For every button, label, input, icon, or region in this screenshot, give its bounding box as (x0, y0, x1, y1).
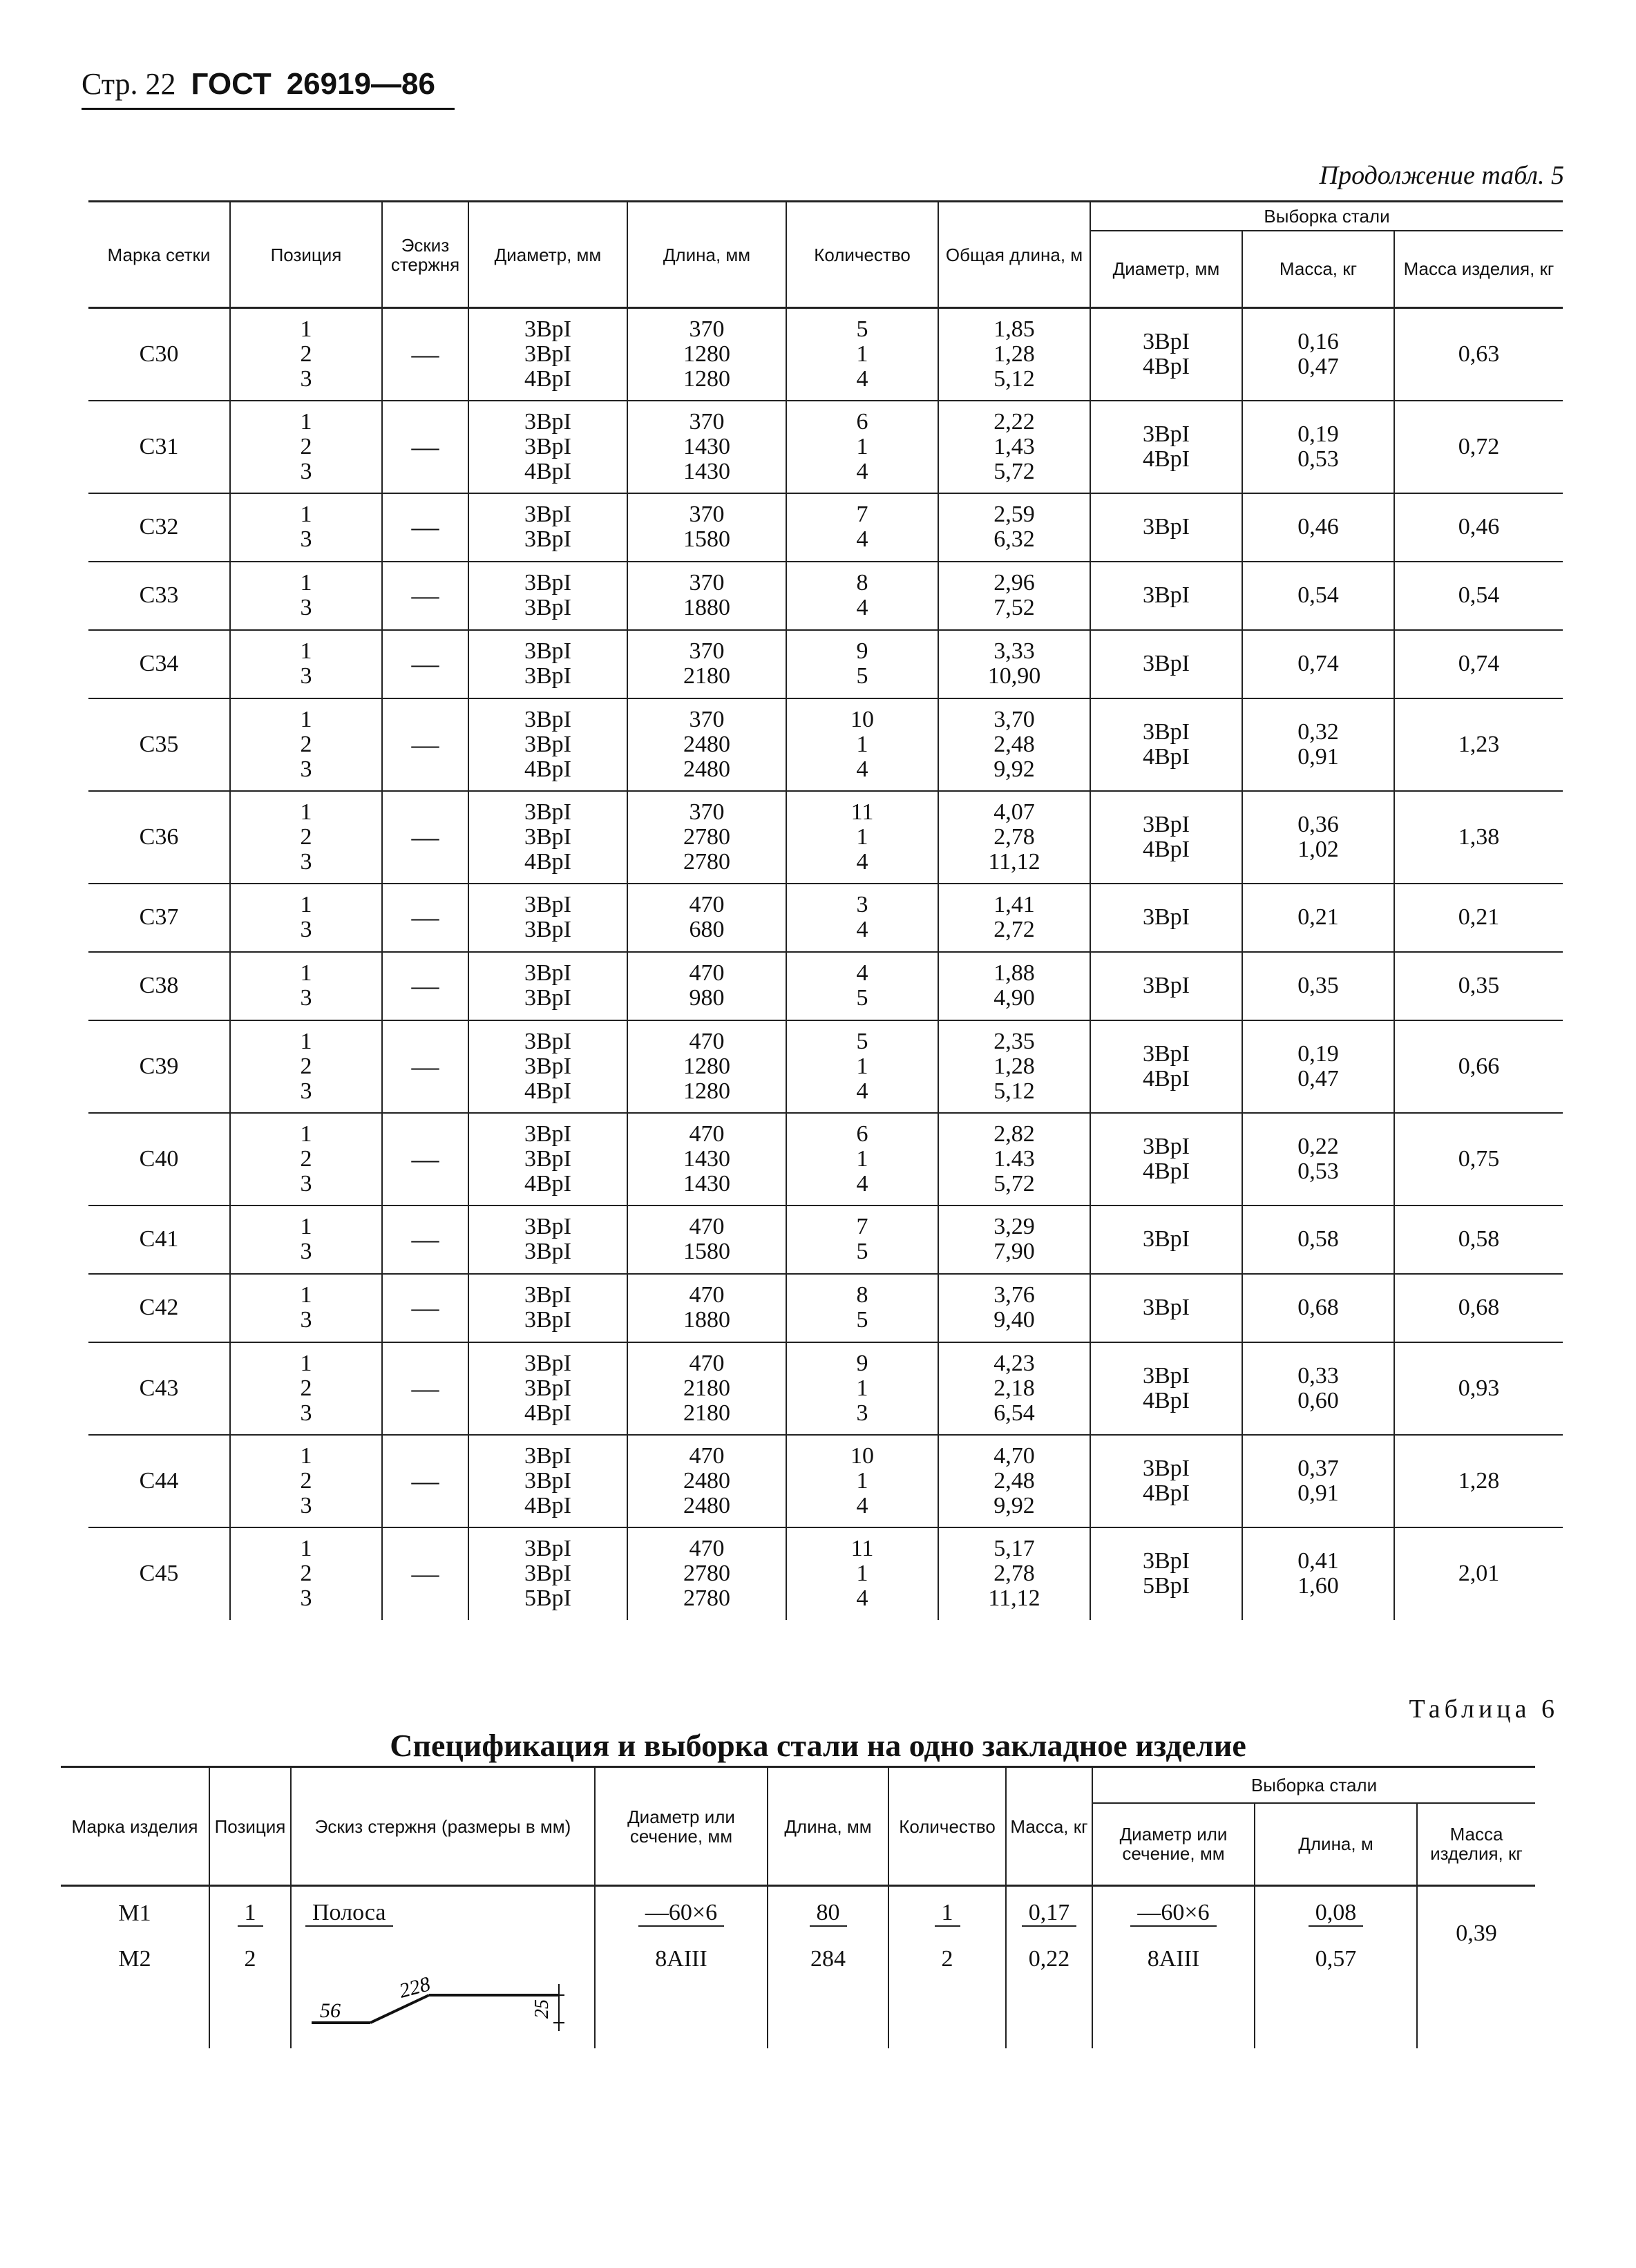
cell-total: 4,70 2,48 9,92 (938, 1435, 1090, 1527)
cell-sel-mass: 0,46 (1242, 493, 1394, 562)
cell-sel-diam: 3ВрI 5ВрI (1090, 1527, 1242, 1620)
cell-pos: 1 3 (230, 884, 382, 952)
cell-total: 1,85 1,28 5,12 (938, 308, 1090, 401)
page-number: Стр. 22 (82, 67, 176, 101)
col-prod-mass: Масса изделия, кг (1394, 231, 1563, 308)
cell-sel-diam: 3ВрI 4ВрI (1090, 1342, 1242, 1435)
table-row (88, 1342, 1563, 1435)
cell-sketch (291, 1941, 595, 2048)
cell-sel-mass: 0,58 (1242, 1206, 1394, 1274)
cell-len: 370 2480 2480 (627, 698, 786, 791)
col-selection: Выборка стали (1090, 202, 1563, 231)
cell-mark: С45 (88, 1527, 230, 1620)
cell-pos: 1 2 3 (230, 1435, 382, 1527)
cell-diam: 3ВрI 3ВрI (468, 884, 627, 952)
dim-c: 25 (531, 1999, 553, 2019)
cell-diam: 3ВрI 3ВрI (468, 562, 627, 630)
cell-len (768, 1886, 888, 1941)
cell-pos: 1 2 3 (230, 308, 382, 401)
cell-prod-mass: 0,68 (1394, 1274, 1563, 1342)
cell-prod-mass: 0,46 (1394, 493, 1563, 562)
cell-sel-diam: 3ВрI (1090, 884, 1242, 952)
cell-total: 2,82 1.43 5,72 (938, 1113, 1090, 1206)
cell-sketch: — (382, 1527, 468, 1620)
cell-len: 370 1580 (627, 493, 786, 562)
cell-prod-mass: 0,39 (1417, 1886, 1535, 2048)
t6-col-mass: Масса, кг (1006, 1767, 1092, 1886)
bar-sketch-drawing (298, 1941, 588, 2045)
cell-pos: 1 3 (230, 630, 382, 698)
cell-prod-mass: 0,58 (1394, 1206, 1563, 1274)
cell-sel-mass: 0,33 0,60 (1242, 1342, 1394, 1435)
table-continuation: Продолжение табл. 5 (1319, 161, 1564, 190)
cell-total: 5,17 2,78 11,12 (938, 1527, 1090, 1620)
cell-sel-mass: 0,54 (1242, 562, 1394, 630)
t6-col-sel-diam: Диаметр или сечение, мм (1092, 1803, 1255, 1886)
cell-mark: С44 (88, 1435, 230, 1527)
cell-total: 3,76 9,40 (938, 1274, 1090, 1342)
cell-pos: 1 2 3 (230, 401, 382, 493)
cell-len: 470 980 (627, 952, 786, 1020)
t6-col-pos: Позиция (209, 1767, 291, 1886)
col-pos: Позиция (230, 202, 382, 308)
table-row (88, 698, 1563, 791)
cell-diam: 3ВрI 3ВрI 4ВрI (468, 1342, 627, 1435)
cell-len: 470 1280 1280 (627, 1020, 786, 1113)
cell-total: 3,29 7,90 (938, 1206, 1090, 1274)
cell-mark: С35 (88, 698, 230, 791)
cell-qty: 7 4 (786, 493, 938, 562)
cell-sel-mass: 0,16 0,47 (1242, 308, 1394, 401)
cell-diam: 3ВрI 3ВрI 4ВрI (468, 1435, 627, 1527)
cell-total: 4,07 2,78 11,12 (938, 791, 1090, 884)
cell-sel-mass: 0,41 1,60 (1242, 1527, 1394, 1620)
cell-sketch: — (382, 1113, 468, 1206)
cell-len: 470 2780 2780 (627, 1527, 786, 1620)
cell-mark: С37 (88, 884, 230, 952)
cell-mark: С40 (88, 1113, 230, 1206)
cell-qty-text: 1 (935, 1900, 960, 1927)
cell-pos: 1 3 (230, 1206, 382, 1274)
cell-diam: 3ВрI 3ВрI (468, 1206, 627, 1274)
cell-qty: 2 (888, 1941, 1006, 2048)
cell-prod-mass: 1,28 (1394, 1435, 1563, 1527)
cell-sel-diam: 3ВрI 4ВрI (1090, 1020, 1242, 1113)
cell-sketch: — (382, 308, 468, 401)
cell-prod-mass: 1,38 (1394, 791, 1563, 884)
cell-mass: 0,22 (1006, 1941, 1092, 2048)
cell-sketch: — (382, 1342, 468, 1435)
cell-sketch-text: Полоса (305, 1900, 393, 1927)
table-row (88, 952, 1563, 1020)
cell-pos: 1 3 (230, 1274, 382, 1342)
standard-label: ГОСТ (191, 67, 272, 101)
cell-sel-mass: 0,22 0,53 (1242, 1113, 1394, 1206)
col-mark: Марка сетки (107, 244, 211, 265)
cell-len: 470 2480 2480 (627, 1435, 786, 1527)
table-6-label: Таблица 6 (1409, 1695, 1559, 1724)
cell-pos: 2 (209, 1941, 291, 2048)
cell-mark: С41 (88, 1206, 230, 1274)
cell-mark: С38 (88, 952, 230, 1020)
cell-total: 3,70 2,48 9,92 (938, 698, 1090, 791)
table-row (61, 1886, 1535, 1941)
cell-prod-mass: 0,35 (1394, 952, 1563, 1020)
cell-sketch: — (382, 1435, 468, 1527)
cell-mark: М1 (118, 1900, 151, 1927)
cell-sel-diam (1092, 1886, 1255, 1941)
col-total: Общая длина, м (938, 202, 1090, 308)
cell-diam (595, 1886, 768, 1941)
cell-pos (209, 1886, 291, 1941)
cell-len: 470 2180 2180 (627, 1342, 786, 1435)
cell-qty: 6 1 4 (786, 401, 938, 493)
cell-sketch: — (382, 1206, 468, 1274)
cell-len: 470 1580 (627, 1206, 786, 1274)
cell-sel-len-text: 0,08 (1309, 1900, 1364, 1927)
dim-b: 228 (397, 1972, 433, 2003)
cell-total: 4,23 2,18 6,54 (938, 1342, 1090, 1435)
table-row (88, 1435, 1563, 1527)
cell-sel-mass: 0,21 (1242, 884, 1394, 952)
cell-prod-mass: 0,54 (1394, 562, 1563, 630)
cell-diam: 3ВрI 3ВрI (468, 630, 627, 698)
cell-qty: 11 1 4 (786, 791, 938, 884)
cell-pos: 1 2 3 (230, 1342, 382, 1435)
t6-col-mark: Марка изделия (71, 1816, 198, 1837)
cell-mark: М2 (118, 1945, 151, 1972)
col-sketch: Эскиз стержня (382, 202, 468, 308)
cell-diam: 3ВрI 3ВрI 4ВрI (468, 308, 627, 401)
cell-sel-mass: 0,32 0,91 (1242, 698, 1394, 791)
cell-prod-mass: 0,66 (1394, 1020, 1563, 1113)
table-row (61, 1941, 1535, 2048)
table-row (88, 1527, 1563, 1620)
cell-mark: С42 (88, 1274, 230, 1342)
col-sel-mass: Масса, кг (1242, 231, 1394, 308)
cell-total: 3,33 10,90 (938, 630, 1090, 698)
cell-diam-text: —60×6 (638, 1900, 724, 1927)
cell-qty: 7 5 (786, 1206, 938, 1274)
table-row (88, 884, 1563, 952)
table-5 (88, 200, 1563, 1620)
cell-qty: 8 4 (786, 562, 938, 630)
cell-pos: 1 2 3 (230, 1527, 382, 1620)
cell-mark: С43 (88, 1342, 230, 1435)
cell-qty: 9 5 (786, 630, 938, 698)
cell-len: 470 1430 1430 (627, 1113, 786, 1206)
table-row (88, 630, 1563, 698)
cell-diam: 3ВрI 3ВрI (468, 1274, 627, 1342)
table-row (88, 493, 1563, 562)
t6-col-diam: Диаметр или сечение, мм (595, 1767, 768, 1886)
cell-pos: 1 3 (230, 493, 382, 562)
cell-diam: 8АIII (595, 1941, 768, 2048)
cell-prod-mass: 0,75 (1394, 1113, 1563, 1206)
cell-pos: 1 2 3 (230, 1020, 382, 1113)
cell-sketch: — (382, 493, 468, 562)
cell-diam: 3ВрI 3ВрI 4ВрI (468, 791, 627, 884)
cell-mark: С32 (88, 493, 230, 562)
cell-pos: 1 2 3 (230, 698, 382, 791)
cell-diam: 3ВрI 3ВрI 4ВрI (468, 401, 627, 493)
cell-qty: 8 5 (786, 1274, 938, 1342)
table-row (88, 791, 1563, 884)
cell-sketch: — (382, 791, 468, 884)
cell-sel-diam: 3ВрI 4ВрI (1090, 791, 1242, 884)
cell-sel-mass: 0,19 0,47 (1242, 1020, 1394, 1113)
cell-sel-mass: 0,74 (1242, 630, 1394, 698)
cell-sketch: — (382, 698, 468, 791)
table-row (88, 401, 1563, 493)
cell-sketch: — (382, 630, 468, 698)
cell-pos: 1 3 (230, 952, 382, 1020)
cell-mark: С30 (139, 341, 179, 367)
t6-col-prod-mass: Масса изделия, кг (1417, 1803, 1535, 1886)
cell-diam: 3ВрI 3ВрI 5ВрI (468, 1527, 627, 1620)
cell-sel-mass: 0,68 (1242, 1274, 1394, 1342)
t6-col-len: Длина, мм (768, 1767, 888, 1886)
cell-total: 1,41 2,72 (938, 884, 1090, 952)
table-row (88, 1274, 1563, 1342)
cell-diam: 3ВрI 3ВрI 4ВрI (468, 698, 627, 791)
cell-sel-diam: 3ВрI (1090, 630, 1242, 698)
cell-sel-diam: 3ВрI 4ВрI (1090, 401, 1242, 493)
col-sel-diam: Диаметр, мм (1090, 231, 1242, 308)
table-6 (61, 1766, 1535, 2048)
cell-diam: 3ВрI 3ВрI (468, 493, 627, 562)
cell-len: 470 680 (627, 884, 786, 952)
cell-sel-mass: 0,19 0,53 (1242, 401, 1394, 493)
table-row (88, 562, 1563, 630)
cell-len-text: 80 (810, 1900, 847, 1927)
cell-total: 2,22 1,43 5,72 (938, 401, 1090, 493)
cell-qty: 4 5 (786, 952, 938, 1020)
cell-mark: С34 (88, 630, 230, 698)
cell-qty: 9 1 3 (786, 1342, 938, 1435)
cell-diam: 3ВрI 3ВрI 4ВрI (468, 1113, 627, 1206)
cell-mark: С39 (88, 1020, 230, 1113)
cell-sel-diam: 3ВрI 4ВрI (1090, 1435, 1242, 1527)
table-row (88, 308, 1563, 401)
cell-sel-diam: 3ВрI (1090, 952, 1242, 1020)
cell-sketch: — (382, 884, 468, 952)
cell-qty: 5 1 4 (786, 308, 938, 401)
cell-total: 2,59 6,32 (938, 493, 1090, 562)
cell-sketch: — (382, 1274, 468, 1342)
cell-len: 370 2180 (627, 630, 786, 698)
table-5-body (88, 308, 1563, 1620)
cell-sel-mass: 0,37 0,91 (1242, 1435, 1394, 1527)
t6-col-sel-len: Длина, м (1255, 1803, 1417, 1886)
cell-mass-text: 0,17 (1022, 1900, 1077, 1927)
table-row (88, 1206, 1563, 1274)
table-row (88, 1113, 1563, 1206)
cell-diam: 3ВрI 3ВрI (468, 952, 627, 1020)
cell-diam: 3ВрI 3ВрI 4ВрI (468, 1020, 627, 1113)
cell-prod-mass: 0,63 (1394, 308, 1563, 401)
cell-sel-diam: 3ВрI (1090, 562, 1242, 630)
cell-sel-diam: 3ВрI 4ВрI (1090, 308, 1242, 401)
col-diam: Диаметр, мм (468, 202, 627, 308)
cell-qty: 10 1 4 (786, 1435, 938, 1527)
cell-sel-diam-text: —60×6 (1130, 1900, 1216, 1927)
cell-prod-mass: 0,93 (1394, 1342, 1563, 1435)
cell-sel-diam: 8АIII (1092, 1941, 1255, 2048)
cell-qty: 10 1 4 (786, 698, 938, 791)
t6-col-qty: Количество (888, 1767, 1006, 1886)
cell-sel-len: 0,57 (1255, 1941, 1417, 2048)
cell-len: 370 2780 2780 (627, 791, 786, 884)
cell-pos: 1 3 (230, 562, 382, 630)
t6-col-sketch: Эскиз стержня (размеры в мм) (291, 1767, 595, 1886)
cell-mass (1006, 1886, 1092, 1941)
cell-prod-mass: 2,01 (1394, 1527, 1563, 1620)
cell-sel-diam: 3ВрI (1090, 1274, 1242, 1342)
cell-prod-mass: 0,74 (1394, 630, 1563, 698)
cell-sel-diam: 3ВрI (1090, 493, 1242, 562)
cell-sel-diam: 3ВрI (1090, 1206, 1242, 1274)
cell-pos: 1 2 3 (230, 791, 382, 884)
cell-sel-mass: 0,36 1,02 (1242, 791, 1394, 884)
cell-sketch: — (382, 952, 468, 1020)
table-row (88, 1020, 1563, 1113)
cell-sel-diam: 3ВрI 4ВрI (1090, 698, 1242, 791)
cell-mark: С33 (88, 562, 230, 630)
cell-qty: 5 1 4 (786, 1020, 938, 1113)
cell-mark: С36 (88, 791, 230, 884)
col-len: Длина, мм (627, 202, 786, 308)
cell-total: 1,88 4,90 (938, 952, 1090, 1020)
cell-total: 2,35 1,28 5,12 (938, 1020, 1090, 1113)
cell-qty (888, 1886, 1006, 1941)
cell-sel-len (1255, 1886, 1417, 1941)
cell-len: 370 1880 (627, 562, 786, 630)
cell-qty: 3 4 (786, 884, 938, 952)
dim-a: 56 (320, 1999, 341, 2022)
header-underline (82, 108, 455, 110)
cell-total: 2,96 7,52 (938, 562, 1090, 630)
cell-qty: 6 1 4 (786, 1113, 938, 1206)
cell-pos-text: 1 (238, 1900, 263, 1927)
standard-number: 26919—86 (286, 67, 435, 101)
cell-sketch (291, 1886, 595, 1941)
cell-sel-diam: 3ВрI 4ВрI (1090, 1113, 1242, 1206)
cell-prod-mass: 1,23 (1394, 698, 1563, 791)
cell-qty: 11 1 4 (786, 1527, 938, 1620)
cell-len: 370 1280 1280 (627, 308, 786, 401)
cell-prod-mass: 0,21 (1394, 884, 1563, 952)
cell-mark: С31 (88, 401, 230, 493)
col-qty: Количество (786, 202, 938, 308)
table-6-title: Спецификация и выборка стали на одно закладное изделие (390, 1728, 1246, 1763)
cell-sel-mass: 0,35 (1242, 952, 1394, 1020)
cell-sketch: — (382, 562, 468, 630)
cell-sketch: — (382, 1020, 468, 1113)
page-header (82, 66, 435, 102)
cell-pos: 1 2 3 (230, 1113, 382, 1206)
t6-col-selection: Выборка стали (1092, 1767, 1535, 1803)
cell-len: 370 1430 1430 (627, 401, 786, 493)
cell-sketch: — (382, 401, 468, 493)
cell-len: 284 (768, 1941, 888, 2048)
cell-len: 470 1880 (627, 1274, 786, 1342)
cell-prod-mass: 0,72 (1394, 401, 1563, 493)
